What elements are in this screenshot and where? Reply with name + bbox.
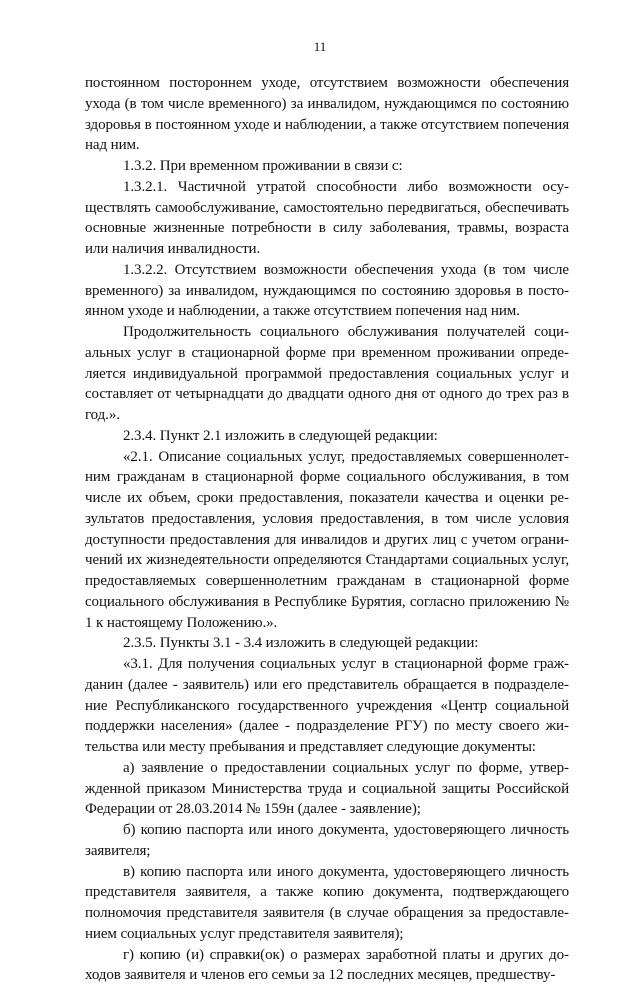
paragraph-quote-3-1: «3.1. Для получения социальных услуг в стационарной форме гражданин (далее - заявитель) или его представитель обращается в подразделение Республиканского государственного учреждения «Центр социальной поддержки населения» (далее - подразделение РГУ) по месту своего жительства или месту пребывания и представляет следующие документы: xyxy=(85,654,569,758)
list-item-g: г) копию (и) справки(ок) о размерах заработной платы и других доходов заявителя и членов его семьи за 12 последних месяцев, предшеству- xyxy=(85,945,569,986)
paragraph-2-3-5: 2.3.5. Пункты 3.1 - 3.4 изложить в следующей редакции: xyxy=(85,633,569,654)
page-number: 11 xyxy=(0,39,640,55)
paragraph-1-3-2: 1.3.2. При временном проживании в связи с: xyxy=(85,156,569,177)
paragraph-1-3-2-2: 1.3.2.2. Отсутствием возможности обеспечения ухода (в том числе временного) за инвалидом, нуждающимся по состоянию здоровья в постоянном уходе и наблюдении, а также отсутствием попечения над ним. xyxy=(85,260,569,322)
list-item-v: в) копию паспорта или иного документа, удостоверяющего личность представителя заявителя, а также копию документа, подтверждающего полномочия представителя заявителя (в случае обращения за предоставлением социальных услуг представителя заявителя); xyxy=(85,862,569,945)
paragraph-1-3-2-1: 1.3.2.1. Частичной утратой способности либо возможности осуществлять самообслуживание, самостоятельно передвигаться, обеспечивать основные жизненные потребности в силу заболевания, травмы, возраста или наличия инвалидности. xyxy=(85,177,569,260)
list-item-b: б) копию паспорта или иного документа, удостоверяющего личность заявителя; xyxy=(85,820,569,862)
document-body xyxy=(85,73,569,986)
paragraph-quote-2-1: «2.1. Описание социальных услуг, предоставляемых совершеннолетним гражданам в стационарной форме социального обслуживания, в том числе их объем, сроки предоставления, показатели качества и оценки результатов предоставления, условия предоставления, в том числе условия доступности предоставления для инвалидов и других лиц с учетом ограничений их жизнедеятельности определяются Стандартами социальных услуг, предоставляемых совершеннолетним гражданам в стационарной форме социального обслуживания в Республике Бурятия, согласно приложению № 1 к настоящему Положению.». xyxy=(85,447,569,634)
paragraph-2-3-4: 2.3.4. Пункт 2.1 изложить в следующей редакции: xyxy=(85,426,569,447)
list-item-a: а) заявление о предоставлении социальных услуг по форме, утвержденной приказом Министерства труда и социальной защиты Российской Федерации от 28.03.2014 № 159н (далее - заявление); xyxy=(85,758,569,820)
paragraph-duration: Продолжительность социального обслуживания получателей социальных услуг в стационарной форме при временном проживании определяется индивидуальной программой предоставления социальных услуг и составляет от четырнадцати до двадцати одного дня от одного до трех раз в год.». xyxy=(85,322,569,426)
paragraph-continuation: постоянном постороннем уходе, отсутствием возможности обеспечения ухода (в том числе временного) за инвалидом, нуждающимся по состоянию здоровья в постоянном уходе и наблюдении, а также отсутствием попечения над ним. xyxy=(85,73,569,156)
